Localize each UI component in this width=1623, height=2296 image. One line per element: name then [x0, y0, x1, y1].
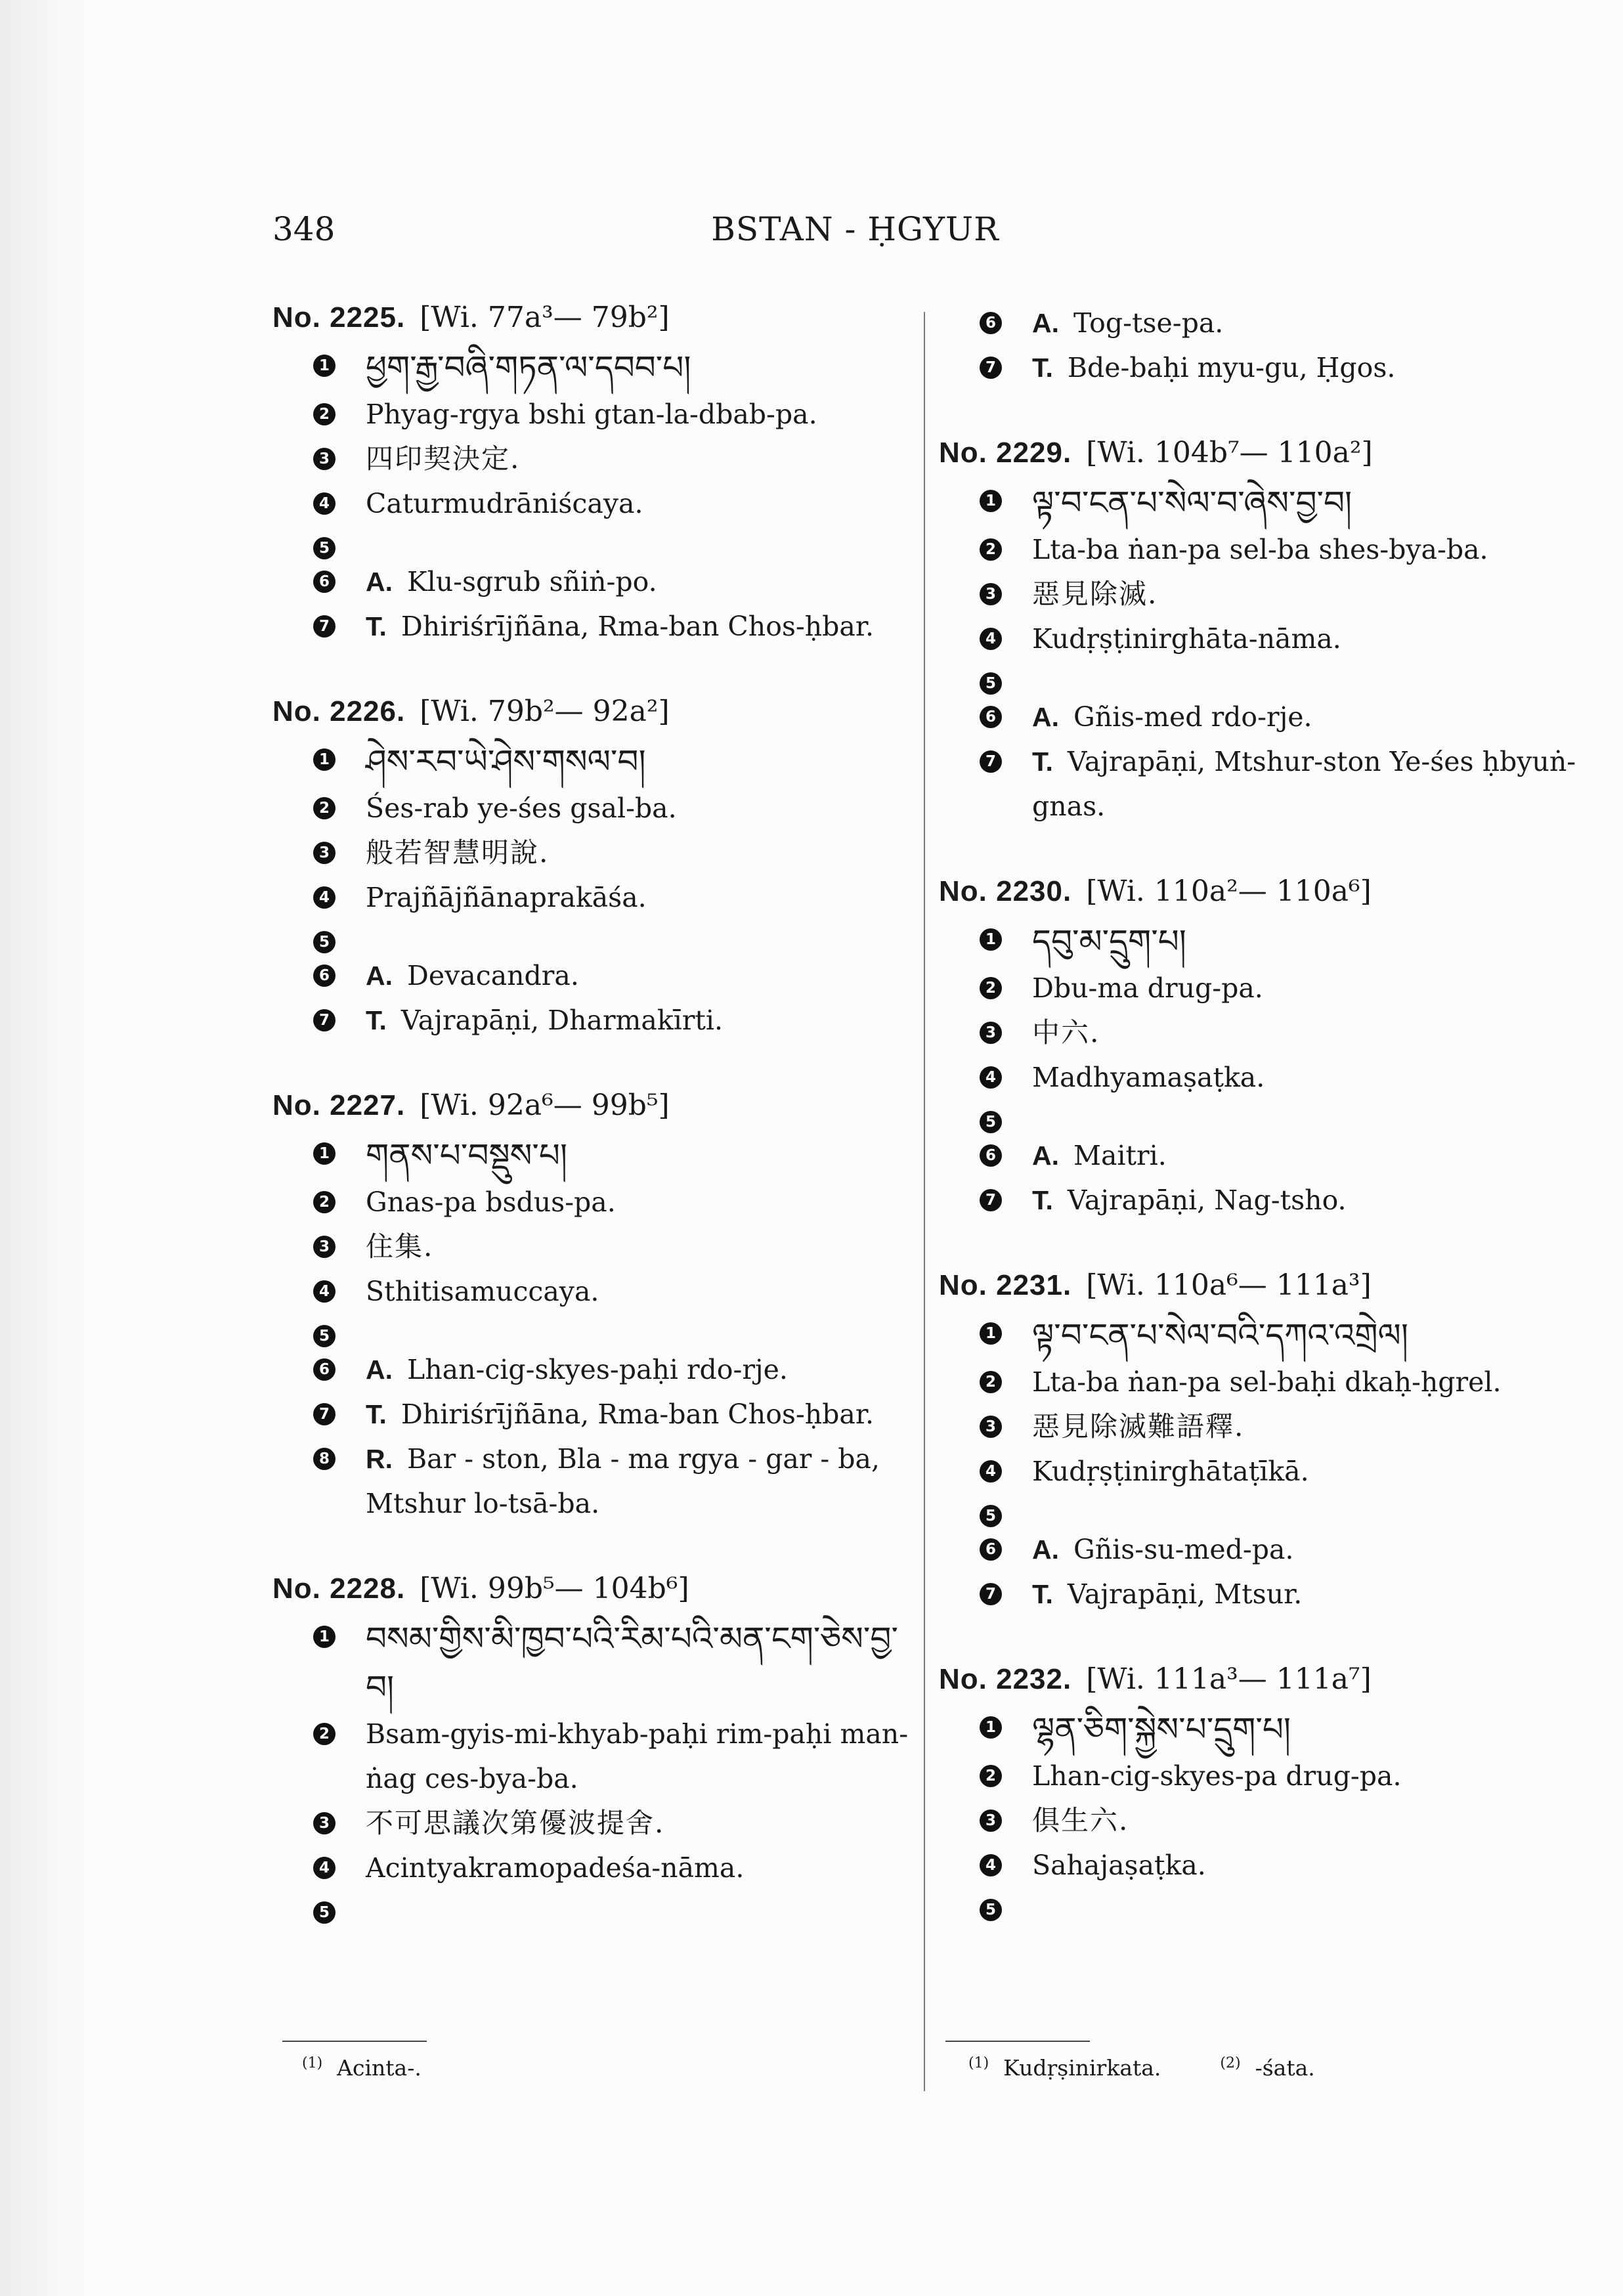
entry-line — [939, 527, 1582, 572]
entry-line — [272, 737, 909, 786]
field-number-marker: 2 — [313, 1723, 335, 1745]
field-value: 般若智慧明說. — [366, 836, 550, 869]
entry-line — [272, 343, 909, 392]
entry-line — [272, 786, 909, 831]
entry-line-text — [366, 1269, 909, 1314]
field-number-marker: 6 — [980, 1144, 1002, 1167]
entry-line-text — [1032, 1055, 1582, 1100]
page-number: 348 — [272, 210, 335, 248]
field-value: བསམ་གྱིས་མི་ཁྱབ་པའི་རིམ་པའི་མན་ངག་ཅེས་བྱ་བ། — [366, 1620, 898, 1706]
entry-line-text — [366, 1180, 909, 1224]
entry-heading — [939, 875, 1582, 908]
field-number-marker: 1 — [313, 355, 335, 377]
entry-line — [272, 526, 909, 559]
field-role-label: A. — [366, 961, 393, 991]
catalog-entry — [272, 1089, 909, 1526]
catalog-entry — [939, 875, 1582, 1223]
entry-line-text — [1032, 617, 1582, 661]
page-header — [272, 210, 1438, 263]
entry-number: No. 2228. — [272, 1572, 406, 1605]
entry-heading — [272, 1572, 909, 1605]
field-value: 惡見除滅. — [1032, 578, 1158, 610]
entry-line — [272, 1347, 909, 1392]
entry-line — [939, 661, 1582, 695]
footnotes-right — [968, 2055, 1374, 2081]
field-value: 住集. — [366, 1230, 434, 1263]
entry-line — [939, 1527, 1582, 1572]
entry-line-text — [1032, 1133, 1582, 1178]
field-value: Lhan-cig-skyes-paḥi rdo-rje. — [407, 1354, 788, 1385]
entry-line-text — [366, 831, 909, 875]
field-number-marker: 5 — [313, 537, 335, 559]
field-number-marker: 2 — [313, 1191, 335, 1213]
entry-line — [939, 1754, 1582, 1798]
entry-line — [272, 1614, 909, 1712]
entry-line — [939, 1055, 1582, 1100]
entry-folio-reference: [Wi. 111a³— 111a⁷] — [1086, 1662, 1372, 1696]
running-title: BSTAN - ḤGYUR — [711, 210, 999, 248]
field-role-label: T. — [1032, 353, 1053, 383]
field-number-marker: 3 — [313, 448, 335, 470]
entry-line-text — [366, 786, 909, 831]
field-role-label: A. — [366, 567, 393, 597]
entry-folio-reference: [Wi. 77a³— 79b²] — [420, 301, 670, 334]
footnote-text: Kudṛṣinirkata. — [1003, 2055, 1161, 2081]
entry-line-text — [366, 1224, 909, 1269]
entry-line — [272, 953, 909, 998]
footnote-text: Acinta-. — [337, 2055, 422, 2081]
footnote — [968, 2055, 1161, 2081]
field-number-marker: 4 — [313, 886, 335, 909]
entry-heading — [272, 695, 909, 728]
field-value: Gñis-su-med-pa. — [1073, 1534, 1294, 1565]
entry-line — [939, 479, 1582, 527]
entry-line — [939, 917, 1582, 966]
left-column — [272, 301, 909, 1970]
field-number-marker: 5 — [980, 1505, 1002, 1527]
field-number-marker: 1 — [980, 1716, 1002, 1739]
field-value: Phyag-rgya bshi gtan-la-dbab-pa. — [366, 399, 817, 430]
field-number-marker: 6 — [980, 706, 1002, 728]
field-value: 惡見除滅難語釋. — [1032, 1410, 1245, 1442]
field-number-marker: 7 — [313, 615, 335, 638]
entry-line-text — [366, 998, 909, 1043]
entry-line — [272, 1224, 909, 1269]
field-role-label: A. — [1032, 308, 1059, 338]
field-number-marker: 1 — [980, 490, 1002, 512]
entry-line — [939, 739, 1582, 829]
entry-heading — [939, 1662, 1582, 1696]
field-value: Bsam-gyis-mi-khyab-paḥi rim-paḥi man-ṅag ces-bya-ba. — [366, 1718, 909, 1794]
entry-line-text — [366, 1801, 909, 1846]
entry-line — [272, 437, 909, 481]
field-value: Vajrapāṇi, Mtshur-ston Ye-śes ḥbyuṅ-gnas. — [1032, 746, 1576, 822]
field-value: Tog-tse-pa. — [1073, 307, 1224, 339]
field-number-marker: 7 — [313, 1403, 335, 1425]
entry-line-text — [1032, 301, 1582, 345]
field-value: ལྟ་བ་ངན་པ་སེལ་བ་ཞེས་བྱ་བ། — [1032, 484, 1352, 522]
field-number-marker: 5 — [980, 672, 1002, 695]
entry-line — [939, 966, 1582, 1010]
field-number-marker: 2 — [980, 977, 1002, 999]
entry-line — [939, 345, 1582, 390]
field-value: Dhiriśrījñāna, Rma-ban Chos-ḥbar. — [400, 1398, 874, 1430]
entry-heading — [272, 1089, 909, 1122]
entry-line-text — [1032, 1798, 1582, 1843]
footnote-rule-right — [945, 2041, 1090, 2042]
field-value: 俱生六. — [1032, 1804, 1129, 1836]
field-number-marker: 1 — [313, 1626, 335, 1648]
entry-heading — [939, 1268, 1582, 1302]
entry-number: No. 2230. — [939, 875, 1072, 907]
entry-line-text — [366, 1392, 909, 1437]
field-number-marker: 3 — [980, 1809, 1002, 1832]
field-value: དབུ་མ་དྲུག་པ། — [1032, 922, 1186, 961]
entry-line — [939, 617, 1582, 661]
field-number-marker: 6 — [313, 571, 335, 593]
entry-line-text — [1032, 1572, 1582, 1616]
catalog-entry — [939, 1268, 1582, 1616]
footnote — [1220, 2055, 1314, 2081]
entry-line-text — [1032, 1178, 1582, 1223]
field-value: ལྷན་ཅིག་སྐྱེས་པ་དྲུག་པ། — [1032, 1710, 1291, 1748]
footnotes-left — [302, 2055, 481, 2081]
field-number-marker: 5 — [980, 1111, 1002, 1133]
footnote — [302, 2055, 422, 2081]
entry-line-text — [1032, 1404, 1582, 1449]
catalog-entry — [939, 1662, 1582, 1921]
field-number-marker: 6 — [313, 1358, 335, 1381]
field-number-marker: 1 — [980, 1322, 1002, 1345]
entry-line-text — [366, 343, 909, 392]
entry-folio-reference: [Wi. 110a⁶— 111a³] — [1086, 1268, 1372, 1302]
entry-line — [939, 1798, 1582, 1843]
entry-line — [272, 998, 909, 1043]
footnote-rule-left — [282, 2041, 427, 2042]
entry-line — [272, 392, 909, 437]
field-value: Śes-rab ye-śes gsal-ba. — [366, 792, 677, 824]
field-value: Kudṛṣṭinirghāta-nāma. — [1032, 623, 1341, 655]
field-value: Vajrapāṇi, Dharmakīrti. — [400, 1005, 724, 1036]
entry-folio-reference: [Wi. 79b²— 92a²] — [420, 695, 670, 728]
entry-line-text — [1032, 1843, 1582, 1888]
field-number-marker: 7 — [980, 1189, 1002, 1211]
entry-folio-reference: [Wi. 110a²— 110a⁶] — [1086, 875, 1372, 908]
entry-line-text — [1032, 1449, 1582, 1494]
entry-line-text — [1032, 1527, 1582, 1572]
field-number-marker: 3 — [313, 842, 335, 864]
field-role-label: T. — [366, 1005, 387, 1035]
entry-line-text — [1032, 917, 1582, 966]
entry-line-text — [1032, 572, 1582, 617]
field-value: 四印契決定. — [366, 443, 521, 475]
entry-line-text — [366, 1614, 909, 1712]
entry-line-text — [366, 437, 909, 481]
field-number-marker: 4 — [313, 1280, 335, 1303]
entry-line — [939, 1360, 1582, 1404]
field-number-marker: 5 — [980, 1899, 1002, 1921]
field-number-marker: 4 — [313, 1857, 335, 1879]
entry-line — [272, 604, 909, 649]
field-number-marker: 2 — [313, 403, 335, 425]
entry-line — [272, 920, 909, 953]
field-value: Prajñājñānaprakāśa. — [366, 882, 647, 913]
entry-line — [939, 572, 1582, 617]
entry-number: No. 2225. — [272, 301, 406, 334]
field-value: Vajrapāṇi, Nag-tsho. — [1067, 1184, 1347, 1216]
field-value: ཕྱག་རྒྱ་བཞི་གཏན་ལ་དབབ་པ། — [366, 349, 691, 387]
entry-line-text — [1032, 1311, 1582, 1360]
entry-line — [272, 559, 909, 604]
field-number-marker: 4 — [313, 492, 335, 515]
field-number-marker: 2 — [980, 538, 1002, 561]
field-role-label: T. — [366, 611, 387, 641]
catalog-entry — [272, 301, 909, 649]
entry-number: No. 2226. — [272, 695, 406, 727]
page-edge — [0, 0, 92, 2296]
field-value: Sahajaṣaṭka. — [1032, 1850, 1206, 1881]
entry-line — [939, 1888, 1582, 1921]
field-number-marker: 5 — [313, 1325, 335, 1347]
column-divider — [924, 312, 925, 2091]
entry-folio-reference: [Wi. 99b⁵— 104b⁶] — [420, 1572, 689, 1605]
field-role-label: T. — [366, 1399, 387, 1429]
field-value: Vajrapāṇi, Mtsur. — [1067, 1578, 1303, 1610]
field-role-label: A. — [1032, 1534, 1059, 1565]
field-number-marker: 2 — [980, 1371, 1002, 1393]
entry-line — [939, 301, 1582, 345]
entry-line — [939, 1843, 1582, 1888]
field-number-marker: 3 — [313, 1812, 335, 1834]
entry-line-text — [366, 604, 909, 649]
field-value: Lhan-cig-skyes-pa drug-pa. — [1032, 1760, 1402, 1792]
field-value: 中六. — [1032, 1016, 1100, 1049]
footnote-mark: (1) — [302, 2055, 323, 2071]
entry-number: No. 2232. — [939, 1663, 1072, 1695]
field-role-label: A. — [1032, 1140, 1059, 1171]
field-number-marker: 4 — [980, 628, 1002, 650]
field-value: Maitri. — [1073, 1140, 1167, 1171]
field-number-marker: 6 — [980, 312, 1002, 334]
entry-line — [272, 1890, 909, 1924]
entry-line-text — [366, 1347, 909, 1392]
field-value: Gnas-pa bsdus-pa. — [366, 1186, 616, 1218]
entry-line — [939, 1178, 1582, 1223]
field-value: Gñis-med rdo-rje. — [1073, 701, 1312, 733]
entry-line-text — [366, 953, 909, 998]
entry-line — [939, 1705, 1582, 1754]
entry-line-text — [366, 392, 909, 437]
field-role-label: A. — [1032, 702, 1059, 732]
entry-line — [939, 695, 1582, 739]
entry-line — [272, 1180, 909, 1224]
footnote-mark: (2) — [1220, 2055, 1241, 2071]
entry-line — [272, 1712, 909, 1801]
field-number-marker: 4 — [980, 1854, 1002, 1876]
field-number-marker: 2 — [980, 1765, 1002, 1787]
catalog-entry — [939, 301, 1582, 390]
entry-line — [272, 1846, 909, 1890]
entry-line — [272, 831, 909, 875]
entry-line-text — [1032, 527, 1582, 572]
entry-line — [939, 1404, 1582, 1449]
field-value: Bde-baḥi myu-gu, Ḥgos. — [1067, 352, 1396, 383]
footnote-text: -śata. — [1255, 2055, 1315, 2081]
entry-line-text — [1032, 479, 1582, 527]
field-number-marker: 7 — [980, 357, 1002, 379]
field-role-label: T. — [1032, 1185, 1053, 1215]
entry-line-text — [366, 737, 909, 786]
entry-line — [939, 1449, 1582, 1494]
field-number-marker: 8 — [313, 1448, 335, 1470]
entry-line — [939, 1133, 1582, 1178]
field-number-marker: 3 — [980, 1416, 1002, 1438]
entry-line — [939, 1572, 1582, 1616]
field-value: 不可思議次第優波提舍. — [366, 1807, 665, 1839]
field-number-marker: 3 — [980, 1022, 1002, 1044]
field-number-marker: 2 — [313, 797, 335, 819]
field-number-marker: 5 — [313, 931, 335, 953]
entry-number: No. 2229. — [939, 437, 1072, 469]
field-value: Klu-sgrub sñiṅ-po. — [407, 566, 657, 597]
field-number-marker: 3 — [313, 1236, 335, 1258]
field-number-marker: 7 — [313, 1009, 335, 1031]
field-role-label: R. — [366, 1444, 393, 1474]
entry-folio-reference: [Wi. 92a⁶— 99b⁵] — [420, 1089, 670, 1122]
field-value: Dbu-ma drug-pa. — [1032, 972, 1263, 1004]
field-value: Acintyakramopadeśa-nāma. — [366, 1852, 745, 1884]
entry-line-text — [1032, 345, 1582, 390]
field-value: གནས་པ་བསྡུས་པ། — [366, 1137, 568, 1175]
footnote-mark: (1) — [968, 2055, 989, 2071]
entry-line — [272, 1269, 909, 1314]
field-value: ཤེས་རབ་ཡེ་ཤེས་གསལ་བ། — [366, 743, 646, 781]
field-number-marker: 6 — [980, 1538, 1002, 1561]
field-role-label: T. — [1032, 747, 1053, 777]
entry-heading — [272, 301, 909, 334]
field-number-marker: 1 — [313, 748, 335, 771]
field-role-label: T. — [1032, 1579, 1053, 1609]
field-value: Bar - ston, Bla - ma rgya - gar - ba, Mtshur lo-tsā-ba. — [366, 1443, 880, 1519]
field-number-marker: 6 — [313, 964, 335, 987]
field-role-label: A. — [366, 1354, 393, 1385]
entry-line-text — [1032, 966, 1582, 1010]
entry-line — [939, 1494, 1582, 1527]
field-value: Caturmudrāniścaya. — [366, 488, 643, 519]
field-value: ལྟ་བ་ངན་པ་སེལ་བའི་དཀའ་འགྲེལ། — [1032, 1316, 1408, 1354]
entry-line — [939, 1010, 1582, 1055]
field-value: Madhyamaṣaṭka. — [1032, 1062, 1265, 1093]
field-number-marker: 4 — [980, 1460, 1002, 1483]
field-number-marker: 7 — [980, 1583, 1002, 1605]
field-value: Lta-ba ṅan-pa sel-ba shes-bya-ba. — [1032, 534, 1488, 565]
entry-line-text — [366, 1437, 909, 1526]
entry-line-text — [1032, 1010, 1582, 1055]
entry-folio-reference: [Wi. 104b⁷— 110a²] — [1086, 436, 1373, 469]
catalog-entry — [272, 695, 909, 1043]
entry-line — [272, 481, 909, 526]
entry-line-text — [1032, 739, 1582, 829]
field-value: Devacandra. — [407, 960, 579, 991]
field-number-marker: 4 — [980, 1066, 1002, 1089]
entry-line-text — [366, 559, 909, 604]
entry-number: No. 2227. — [272, 1089, 406, 1121]
right-column — [939, 301, 1582, 1967]
field-value: Kudṛṣṭinirghātaṭīkā. — [1032, 1456, 1309, 1487]
entry-line-text — [1032, 1705, 1582, 1754]
entry-line — [272, 1437, 909, 1526]
entry-line-text — [366, 875, 909, 920]
entry-line-text — [1032, 1360, 1582, 1404]
entry-line — [272, 1801, 909, 1846]
entry-line-text — [366, 481, 909, 526]
field-number-marker: 1 — [980, 928, 1002, 951]
entry-line — [272, 1131, 909, 1180]
field-number-marker: 1 — [313, 1142, 335, 1165]
entry-line-text — [366, 1712, 909, 1801]
catalog-entry — [272, 1572, 909, 1924]
field-value: Sthitisamuccaya. — [366, 1276, 599, 1307]
entry-line — [939, 1100, 1582, 1133]
field-value: Dhiriśrījñāna, Rma-ban Chos-ḥbar. — [400, 611, 874, 642]
entry-line — [939, 1311, 1582, 1360]
catalog-entry — [939, 436, 1582, 829]
entry-line-text — [1032, 695, 1582, 739]
entry-line-text — [366, 1131, 909, 1180]
entry-line — [272, 1392, 909, 1437]
entry-line-text — [1032, 1754, 1582, 1798]
entry-number: No. 2231. — [939, 1269, 1072, 1301]
field-value: Lta-ba ṅan-pa sel-baḥi dkaḥ-ḥgrel. — [1032, 1366, 1502, 1398]
entry-heading — [939, 436, 1582, 469]
field-number-marker: 3 — [980, 583, 1002, 605]
field-number-marker: 7 — [980, 750, 1002, 773]
entry-line-text — [366, 1846, 909, 1890]
entry-line — [272, 1314, 909, 1347]
field-number-marker: 5 — [313, 1901, 335, 1924]
entry-line — [272, 875, 909, 920]
